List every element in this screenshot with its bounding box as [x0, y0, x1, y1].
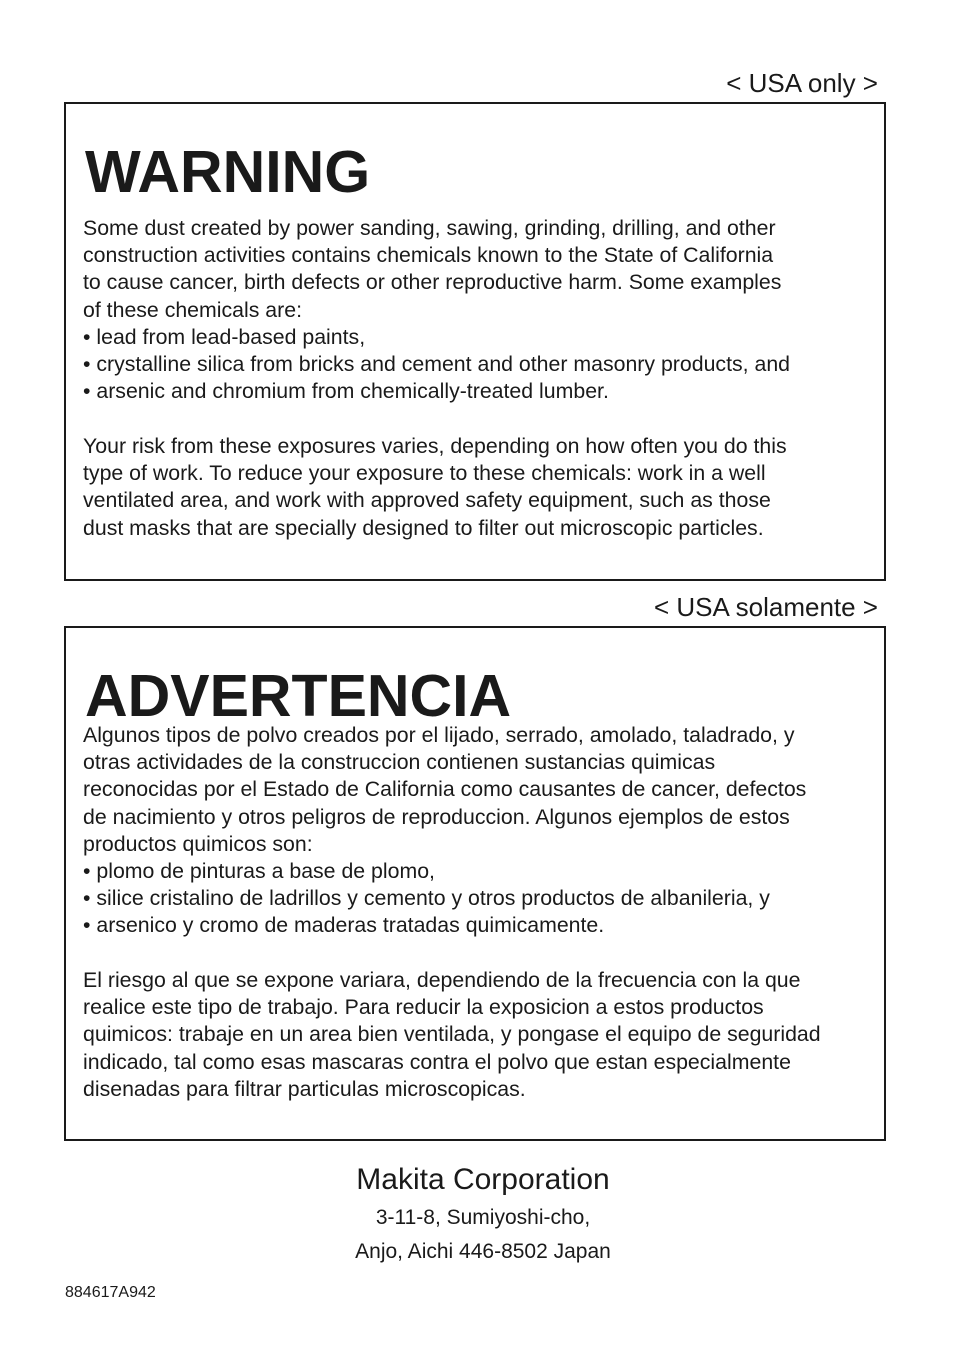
- warning-heading: WARNING: [85, 139, 371, 205]
- region-label-usa-only: < USA only >: [726, 68, 878, 98]
- address-line-2: Anjo, Aichi 446-8502 Japan: [355, 1240, 611, 1263]
- warning-intro-line: • crystalline silica from bricks and cement and other masonry products, and: [83, 352, 791, 377]
- advertencia-intro-line: reconocidas por el Estado de California como causantes de cancer, defectos: [83, 777, 807, 802]
- region-label-usa-solamente: < USA solamente >: [653, 592, 878, 622]
- advertencia-risk-line: disenadas para filtrar particulas microscopicas.: [83, 1076, 526, 1101]
- advertencia-risk-line: indicado, tal como esas mascaras contra el polvo que estan especialmente: [83, 1049, 791, 1074]
- advertencia-intro-line: • plomo de pinturas a base de plomo,: [83, 859, 435, 884]
- advertencia-risk-line: El riesgo al que se expone variara, dependiendo de la frecuencia con la que: [83, 968, 801, 992]
- advertencia-risk-line: quimicos: trabaje en un area bien ventilada, y pongase el equipo de seguridad: [83, 1022, 821, 1047]
- warning-risk-text: [83, 433, 870, 542]
- warning-box-english: [64, 102, 886, 581]
- warning-intro-line: • arsenic and chromium from chemically-treated lumber.: [83, 379, 609, 404]
- advertencia-intro-line: • arsenico y cromo de maderas tratadas quimicamente.: [83, 913, 605, 938]
- advertencia-risk-line: realice este tipo de trabajo. Para reducir la exposicion a estos productos: [83, 995, 764, 1020]
- advertencia-intro-line: Algunos tipos de polvo creados por el lijado, serrado, amolado, taladrado, y: [83, 723, 795, 747]
- warning-risk-line: dust masks that are specially designed to filter out microscopic particles.: [83, 515, 764, 540]
- advertencia-intro-text: [83, 722, 870, 940]
- warning-intro-line: Some dust created by power sanding, sawing, grinding, drilling, and other: [83, 216, 776, 240]
- warning-intro-line: construction activities contains chemicals known to the State of California: [83, 243, 774, 268]
- warning-risk-line: Your risk from these exposures varies, depending on how often you do this: [83, 434, 787, 458]
- warning-risk-line: type of work. To reduce your exposure to these chemicals: work in a well: [83, 461, 766, 486]
- address-line-1: 3-11-8, Sumiyoshi-cho,: [375, 1206, 591, 1229]
- warning-risk-line: ventilated area, and work with approved safety equipment, such as those: [83, 488, 771, 513]
- advertencia-intro-line: productos quimicos son:: [83, 831, 313, 856]
- warning-box-spanish: [64, 626, 886, 1141]
- warning-intro-line: of these chemicals are:: [83, 297, 302, 322]
- advertencia-heading: ADVERTENCIA: [85, 663, 512, 729]
- advertencia-intro-line: • silice cristalino de ladrillos y cemento y otros productos de albanileria, y: [83, 886, 770, 911]
- document-number: 884617A942: [65, 1284, 156, 1301]
- warning-intro-line: to cause cancer, birth defects or other reproductive harm. Some examples: [83, 270, 782, 295]
- advertencia-intro-line: otras actividades de la construccion contienen sustancias quimicas: [83, 750, 716, 775]
- advertencia-risk-text: [83, 967, 870, 1103]
- warning-intro-line: • lead from lead-based paints,: [83, 324, 366, 349]
- warning-intro-text: [83, 215, 870, 405]
- advertencia-intro-line: de nacimiento y otros peligros de reproduccion. Algunos ejemplos de estos: [83, 804, 790, 829]
- company-name: Makita Corporation: [356, 1163, 610, 1196]
